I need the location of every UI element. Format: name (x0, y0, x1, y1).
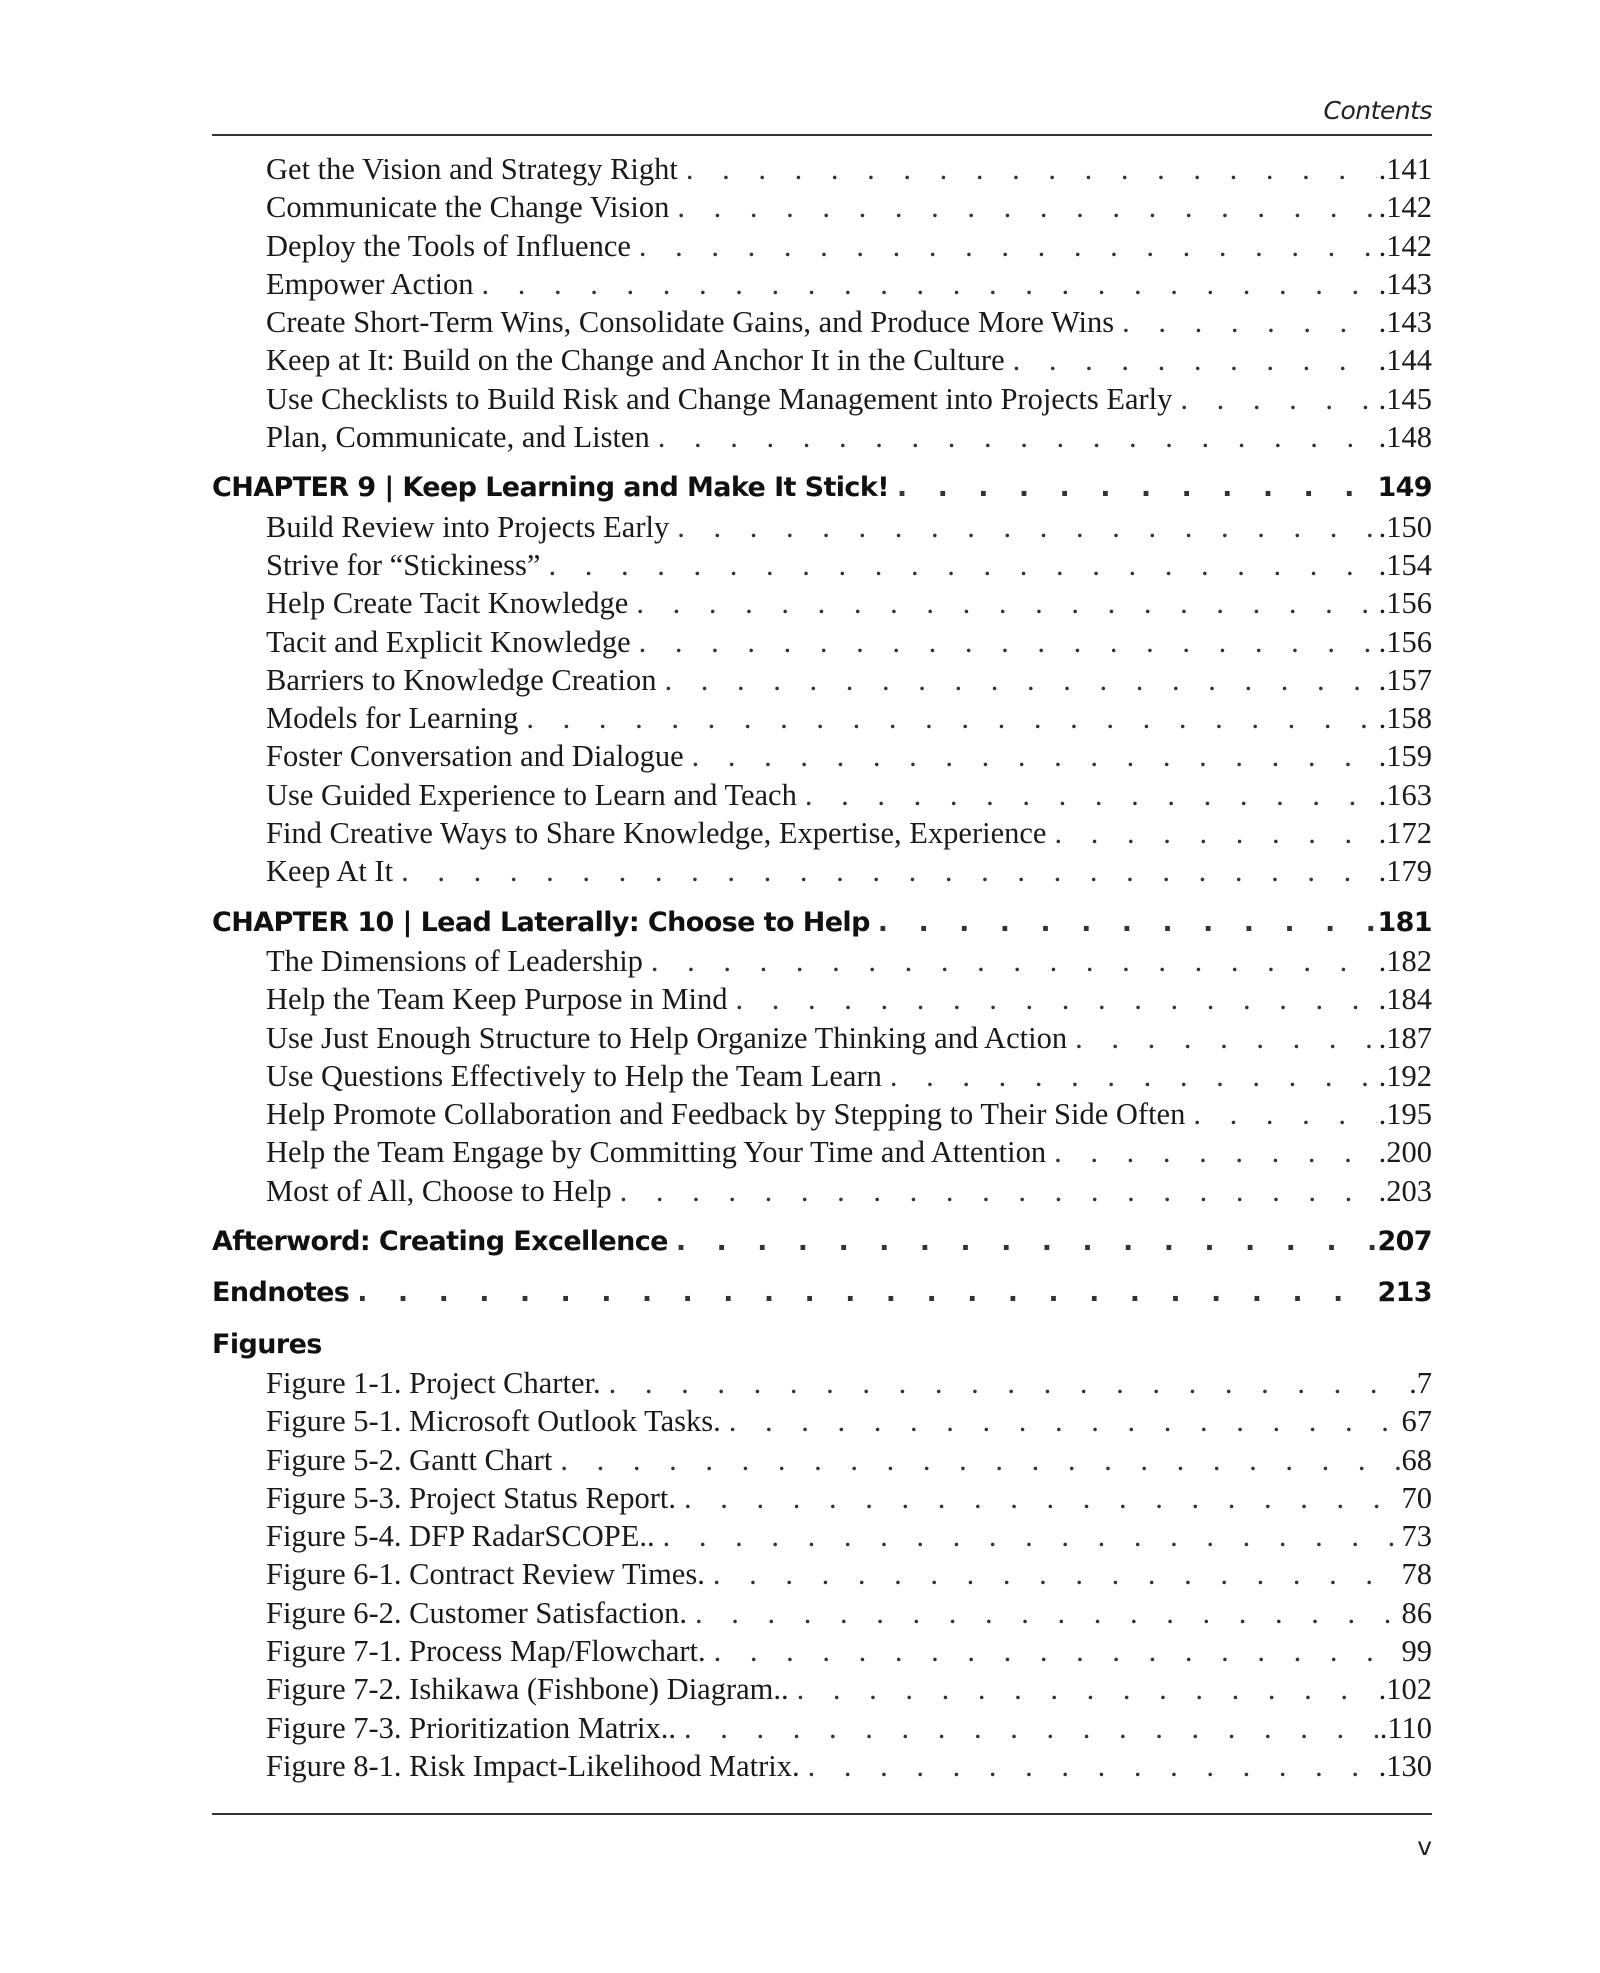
toc-chapter-entry[interactable] (212, 904, 1432, 942)
toc-page-number: .7 (1409, 1365, 1432, 1400)
toc-page-number: .156 (1378, 624, 1432, 659)
toc-entry[interactable] (212, 584, 1432, 622)
dot-leader (655, 1517, 1400, 1555)
dot-leader (668, 1223, 1376, 1261)
dot-leader (728, 980, 1377, 1018)
toc-page (212, 92, 1432, 1785)
toc-page-number: .203 (1378, 1173, 1432, 1208)
dot-leader (349, 1274, 1375, 1312)
toc-entry-title: Foster Conversation and Dialogue (266, 739, 684, 774)
toc-entry[interactable] (212, 418, 1432, 456)
toc-entry[interactable] (212, 1364, 1432, 1402)
dot-leader (628, 584, 1376, 622)
toc-page-number: .150 (1378, 509, 1432, 544)
toc-page-number: .144 (1378, 343, 1432, 378)
dot-leader (631, 623, 1377, 661)
toc-entry[interactable] (212, 150, 1432, 188)
toc-entry[interactable] (212, 661, 1432, 699)
toc-entry[interactable] (212, 852, 1432, 890)
toc-page-number: 207 (1377, 1226, 1432, 1258)
dot-leader (518, 699, 1376, 737)
toc-page-number: .200 (1378, 1135, 1432, 1170)
dot-leader (684, 737, 1377, 775)
toc-page-number: 86 (1401, 1595, 1432, 1630)
toc-entry-title: Figure 8-1. Risk Impact-Likelihood Matrix. (266, 1748, 800, 1783)
dot-leader (870, 904, 1376, 942)
dot-leader (1114, 303, 1376, 341)
toc-page-number: .157 (1378, 662, 1432, 697)
toc-entry[interactable] (212, 814, 1432, 852)
toc-entry-title: Keep At It (266, 854, 394, 889)
toc-page-number: .192 (1378, 1058, 1432, 1093)
toc-entry-title: Figure 5-4. DFP RadarSCOPE.. (266, 1519, 655, 1554)
toc-entry[interactable] (212, 265, 1432, 303)
toc-entry-title: Figure 5-2. Gantt Chart (266, 1442, 553, 1477)
toc-entry-title: Find Creative Ways to Share Knowledge, Expertise, Experience (266, 816, 1047, 851)
dot-leader (1067, 1019, 1377, 1057)
toc-entry-title: Empower Action (266, 266, 474, 301)
toc-entry[interactable] (212, 303, 1432, 341)
footer-rule (212, 1813, 1432, 1815)
toc-entry-title: Figure 7-3. Prioritization Matrix.. (266, 1710, 676, 1745)
toc-page-number: .145 (1378, 381, 1432, 416)
dot-leader (656, 661, 1376, 699)
toc-entry[interactable] (212, 380, 1432, 418)
toc-page-number: 73 (1401, 1519, 1432, 1554)
dot-leader (705, 1555, 1400, 1593)
toc-entry[interactable] (212, 227, 1432, 265)
toc-page-number: 213 (1377, 1277, 1432, 1309)
toc-chapter-entry[interactable] (212, 1274, 1432, 1312)
toc-page-number: .182 (1378, 943, 1432, 978)
dot-leader (789, 1670, 1377, 1708)
toc-entry-title: Figure 7-2. Ishikawa (Fishbone) Diagram.. (266, 1672, 789, 1707)
toc-section-heading: Figures (212, 1328, 322, 1360)
toc-list (212, 150, 1432, 1785)
toc-entry[interactable] (212, 1632, 1432, 1670)
toc-entry-title: Strive for “Stickiness” (266, 547, 541, 582)
toc-page-number: .158 (1378, 701, 1432, 736)
toc-page-number: .163 (1378, 777, 1432, 812)
toc-entry-title: Communicate the Change Vision (266, 190, 670, 225)
dot-leader (393, 852, 1377, 890)
toc-entry[interactable] (212, 1670, 1432, 1708)
dot-leader (601, 1364, 1408, 1402)
toc-entry[interactable] (212, 776, 1432, 814)
dot-leader (797, 776, 1377, 814)
toc-entry-title: Help Create Tacit Knowledge (266, 586, 629, 621)
toc-entry-title: Use Checklists to Build Risk and Change Management into Projects Early (266, 381, 1173, 416)
toc-page-number: 78 (1401, 1557, 1432, 1592)
toc-page-number: .184 (1378, 982, 1432, 1017)
page-folio: v (1417, 1832, 1432, 1861)
toc-entry-title: Figure 7-1. Process Map/Flowchart. (266, 1633, 706, 1668)
toc-entry-title: Create Short-Term Wins, Consolidate Gains, and Produce More Wins (266, 305, 1115, 340)
toc-page-number: .187 (1378, 1020, 1432, 1055)
toc-page-number: .102 (1378, 1672, 1432, 1707)
toc-entry[interactable] (212, 1555, 1432, 1593)
dot-leader (643, 942, 1377, 980)
toc-entry[interactable] (212, 1095, 1432, 1133)
toc-entry[interactable] (212, 1594, 1432, 1632)
toc-entry-title: The Dimensions of Leadership (266, 943, 643, 978)
toc-entry[interactable] (212, 1019, 1432, 1057)
toc-page-number: .110 (1379, 1710, 1432, 1745)
toc-entry-title: Use Guided Experience to Learn and Teach (266, 777, 797, 812)
dot-leader (631, 227, 1377, 265)
toc-page-number: .142 (1378, 228, 1432, 263)
toc-entry-title: Plan, Communicate, and Listen (266, 420, 650, 455)
toc-entry[interactable] (212, 1479, 1432, 1517)
toc-entry-title: Figure 5-1. Microsoft Outlook Tasks. (266, 1404, 721, 1439)
toc-entry-title: Figure 5-3. Project Status Report. (266, 1480, 677, 1515)
dot-leader (669, 508, 1376, 546)
toc-entry-title: Help the Team Keep Purpose in Mind (266, 982, 728, 1017)
toc-page-number: .159 (1378, 739, 1432, 774)
dot-leader (721, 1402, 1400, 1440)
toc-entry-title: Deploy the Tools of Influence (266, 228, 631, 263)
dot-leader (540, 546, 1376, 584)
dot-leader (678, 150, 1377, 188)
toc-entry[interactable] (212, 1747, 1432, 1785)
dot-leader (687, 1594, 1399, 1632)
toc-entry[interactable] (212, 546, 1432, 584)
toc-entry-title: Build Review into Projects Early (266, 509, 670, 544)
toc-page-number: 149 (1377, 472, 1432, 504)
dot-leader (669, 188, 1376, 226)
toc-page-number: 99 (1401, 1633, 1432, 1668)
toc-page-number: 67 (1401, 1404, 1432, 1439)
toc-entry-title: CHAPTER 10 | Lead Laterally: Choose to Help (212, 906, 870, 938)
toc-page-number: 70 (1401, 1480, 1432, 1515)
toc-page-number: .130 (1378, 1748, 1432, 1783)
toc-page-number: .141 (1378, 152, 1432, 186)
dot-leader (882, 1057, 1377, 1095)
toc-entry-title: Figure 1-1. Project Charter. (266, 1365, 601, 1400)
toc-page-number: .143 (1378, 266, 1432, 301)
dot-leader (676, 1479, 1399, 1517)
dot-leader (474, 265, 1377, 303)
dot-leader (612, 1172, 1377, 1210)
toc-entry[interactable] (212, 1402, 1432, 1440)
dot-leader (889, 469, 1376, 507)
toc-chapter-entry[interactable] (212, 1223, 1432, 1261)
toc-entry[interactable] (212, 980, 1432, 1018)
toc-entry-title: Figure 6-1. Contract Review Times. (266, 1557, 705, 1592)
toc-entry-title: Keep at It: Build on the Change and Anchor It in the Culture (266, 343, 1005, 378)
toc-entry-title: Afterword: Creating Excellence (212, 1226, 668, 1258)
toc-entry[interactable] (212, 1057, 1432, 1095)
toc-entry[interactable] (212, 942, 1432, 980)
toc-entry-title: Most of All, Choose to Help (266, 1173, 612, 1208)
dot-leader (552, 1441, 1399, 1479)
toc-entry[interactable] (212, 508, 1432, 546)
toc-page-number: .156 (1378, 586, 1432, 621)
toc-entry[interactable] (212, 1172, 1432, 1210)
toc-entry[interactable] (212, 341, 1432, 379)
toc-entry-title: Help the Team Engage by Committing Your Time and Attention (266, 1135, 1047, 1170)
dot-leader (800, 1747, 1377, 1785)
dot-leader (650, 418, 1377, 456)
toc-chapter-entry[interactable] (212, 469, 1432, 507)
toc-entry[interactable] (212, 1709, 1432, 1747)
toc-entry-title: Models for Learning (266, 701, 519, 736)
dot-leader (1046, 1133, 1377, 1171)
dot-leader (676, 1709, 1378, 1747)
toc-entry[interactable] (212, 1441, 1432, 1479)
toc-entry[interactable] (212, 188, 1432, 226)
toc-entry-title: Help Promote Collaboration and Feedback by Stepping to Their Side Often (266, 1097, 1186, 1132)
toc-entry-title: Get the Vision and Strategy Right (266, 152, 678, 186)
toc-page-number: .148 (1378, 420, 1432, 455)
toc-page-number: .172 (1378, 816, 1432, 851)
toc-entry-title: Figure 6-2. Customer Satisfaction. (266, 1595, 688, 1630)
toc-page-number: .142 (1378, 190, 1432, 225)
dot-leader (1005, 341, 1377, 379)
dot-leader (1172, 380, 1376, 418)
toc-entry[interactable] (212, 623, 1432, 661)
dot-leader (706, 1632, 1400, 1670)
toc-entry-title: Use Just Enough Structure to Help Organize Thinking and Action (266, 1020, 1068, 1055)
toc-entry-title: Tacit and Explicit Knowledge (266, 624, 631, 659)
toc-entry-title: Barriers to Knowledge Creation (266, 662, 657, 697)
toc-page-number: .179 (1378, 854, 1432, 889)
toc-entry[interactable] (212, 737, 1432, 775)
toc-page-number: .154 (1378, 547, 1432, 582)
toc-page-number: .195 (1378, 1097, 1432, 1132)
dot-leader (1185, 1095, 1376, 1133)
toc-page-number: .143 (1378, 305, 1432, 340)
toc-entry-title: Endnotes (212, 1277, 350, 1309)
toc-entry[interactable] (212, 1517, 1432, 1555)
dot-leader (1046, 814, 1376, 852)
header-rule (212, 134, 1432, 136)
toc-entry[interactable] (212, 1133, 1432, 1171)
toc-page-number: 68 (1401, 1442, 1432, 1477)
running-head: Contents (1323, 96, 1432, 125)
toc-entry[interactable] (212, 699, 1432, 737)
toc-page-number: 181 (1377, 906, 1432, 938)
toc-entry-title: Use Questions Effectively to Help the Team Learn (266, 1058, 882, 1093)
toc-entry-title: CHAPTER 9 | Keep Learning and Make It Stick! (212, 472, 889, 504)
